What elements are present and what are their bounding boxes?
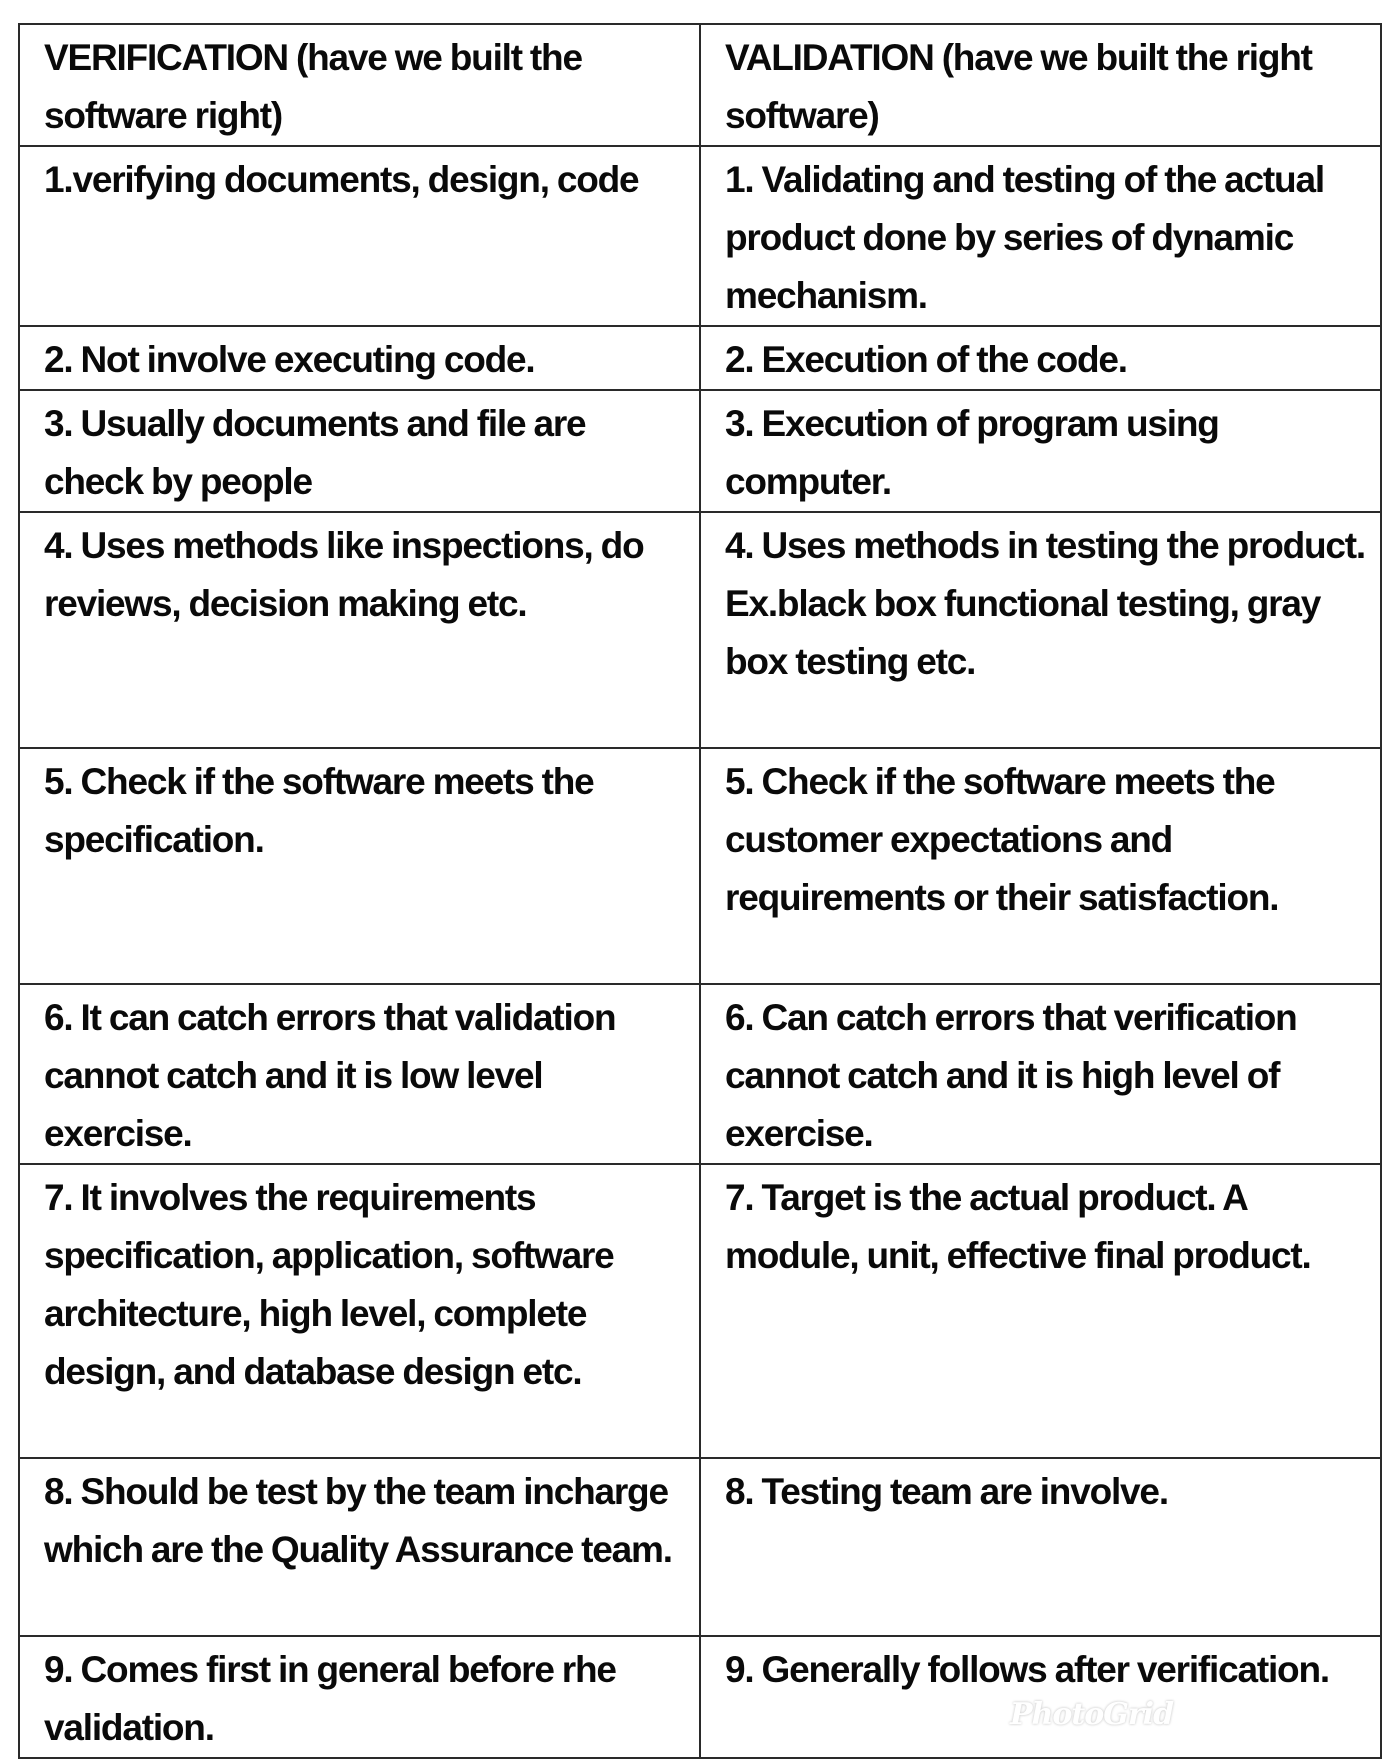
table-row (19, 1164, 1381, 1458)
table-row (19, 748, 1381, 984)
table-row (19, 390, 1381, 512)
verification-cell: 6. It can catch errors that validation cannot catch and it is low level exercise. (19, 984, 700, 1164)
validation-cell: 4. Uses methods in testing the product. Ex.black box functional testing, gray box testing etc. (700, 512, 1381, 748)
table-row (19, 146, 1381, 326)
table-row (19, 1458, 1381, 1636)
header-validation: VALIDATION (have we built the right software) (700, 24, 1381, 146)
table-row (19, 512, 1381, 748)
photogrid-watermark: PhotoGrid (1010, 1697, 1174, 1732)
verification-cell: 7. It involves the requirements specification, application, software architecture, high level, complete design, and database design etc. (19, 1164, 700, 1458)
validation-cell: 8. Testing team are involve. (700, 1458, 1381, 1636)
table-row (19, 984, 1381, 1164)
verification-cell: 5. Check if the software meets the specification. (19, 748, 700, 984)
verification-cell: 8. Should be test by the team incharge which are the Quality Assurance team. (19, 1458, 700, 1636)
header-row (19, 24, 1381, 146)
validation-cell: 9. Generally follows after verification. (700, 1636, 1381, 1758)
header-verification: VERIFICATION (have we built the software right) (19, 24, 700, 146)
verification-vs-validation-table (18, 23, 1382, 1759)
validation-cell: 1. Validating and testing of the actual product done by series of dynamic mechanism. (700, 146, 1381, 326)
validation-cell: 3. Execution of program using computer. (700, 390, 1381, 512)
table-row (19, 326, 1381, 390)
validation-cell: 5. Check if the software meets the customer expectations and requirements or their satisfaction. (700, 748, 1381, 984)
verification-cell: 9. Comes first in general before rhe validation. (19, 1636, 700, 1758)
validation-cell: 2. Execution of the code. (700, 326, 1381, 390)
validation-cell: 6. Can catch errors that verification cannot catch and it is high level of exercise. (700, 984, 1381, 1164)
verification-cell: 2. Not involve executing code. (19, 326, 700, 390)
validation-cell: 7. Target is the actual product. A module, unit, effective final product. (700, 1164, 1381, 1458)
verification-cell: 3. Usually documents and file are check by people (19, 390, 700, 512)
verification-cell: 4. Uses methods like inspections, do reviews, decision making etc. (19, 512, 700, 748)
verification-cell: 1.verifying documents, design, code (19, 146, 700, 326)
